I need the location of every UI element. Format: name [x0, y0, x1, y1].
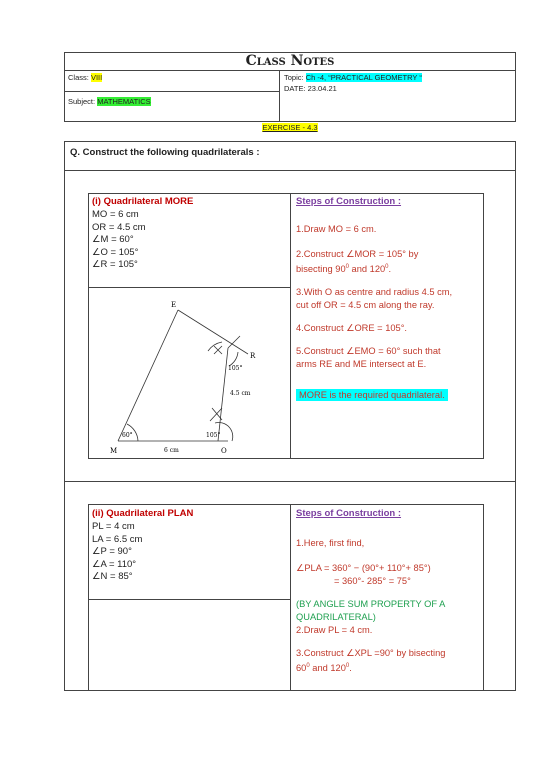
- label-o: O: [221, 447, 227, 455]
- p1-step3: 3.With O as centre and radius 4.5 cm,: [296, 287, 453, 298]
- exercise-heading: EXERCISE - 4.3: [262, 123, 318, 132]
- p1-step5: 5.Construct ∠EMO = 60° such that: [296, 346, 441, 357]
- p2-step2: 2.Draw PL = 4 cm.: [296, 625, 373, 635]
- label-r: R: [250, 352, 256, 360]
- p1-step2: 2.Construct ∠MOR = 105° by: [296, 249, 419, 259]
- label-m: M: [110, 447, 118, 455]
- side-mo-label: 6 cm: [164, 447, 179, 454]
- part2-title: (ii) Quadrilateral PLAN: [92, 508, 194, 519]
- part1-title: (i) Quadrilateral MORE: [92, 196, 194, 207]
- topic-value: Ch -4, “PRACTICAL GEOMETRY “: [305, 73, 422, 82]
- p2-note: (BY ANGLE SUM PROPERTY OF A: [296, 599, 446, 609]
- side-or-label: 4.5 cm: [230, 390, 251, 397]
- part1-given: MO = 6 cm OR = 4.5 cm ∠M = 60° ∠O = 105° ∠R = 105°: [92, 209, 146, 270]
- angle-o-label: 105°: [206, 432, 221, 439]
- class-field: Class: VIII: [68, 73, 103, 82]
- part1-steps: 1.Draw MO = 6 cm. 2.Construct ∠MOR = 105° by bisecting $90^0$ and $120^0$. 3.With O as centre and radius 4.5 cm, cut off OR = 4.5 cm along the ray. 4.Construct ∠ORE = 105°. 5.Construct ∠EMO = 60° such that arms RE and ME intersect at E. MORE is the required quadrilateral.: [296, 223, 481, 402]
- p1-conclusion: MORE is the required quadrilateral.: [296, 389, 448, 401]
- part2-given: PL = 4 cm LA = 6.5 cm ∠P = 90° ∠A = 110° ∠N = 85°: [92, 521, 143, 582]
- date-field: DATE: 23.04.21: [284, 84, 337, 93]
- label-e: E: [171, 301, 177, 309]
- page-title: Class Notes: [245, 53, 335, 69]
- part1-steps-title: Steps of Construction :: [296, 196, 402, 207]
- p2-step3: 3.Construct ∠XPL =90° by bisecting: [296, 648, 446, 658]
- subject-value: MATHEMATICS: [97, 97, 151, 106]
- class-value: VIII: [90, 73, 103, 82]
- p2-step1: 1.Here, first find,: [296, 538, 365, 548]
- p2-calc2: = 360°- 285° = 75°: [334, 576, 411, 586]
- construction-figure: [100, 296, 280, 456]
- angle-m-label: 60°: [122, 432, 133, 439]
- part2-steps: 1.Here, first find, ∠PLA = 360° − (90°+ 110°+ 85°) = 360°- 285° = 75° (BY ANGLE SUM PROPERTY OF A QUADRILATERAL) 2.Draw PL = 4 cm. 3.Construct ∠XPL =90° by bisecting $60^0$ and $120^0$.: [296, 537, 481, 675]
- p1-step4: 4.Construct ∠ORE = 105°.: [296, 323, 408, 334]
- part2-steps-title: Steps of Construction :: [296, 508, 402, 519]
- p1-step1: 1.Draw MO = 6 cm.: [296, 224, 377, 234]
- p2-calc1: ∠PLA = 360° − (90°+ 110°+ 85°): [296, 563, 431, 573]
- angle-r-label: 105°: [228, 365, 243, 372]
- topic-field: Topic: Ch -4, “PRACTICAL GEOMETRY “: [284, 73, 422, 82]
- question-text: Q. Construct the following quadrilaterals :: [70, 147, 260, 158]
- subject-field: Subject: MATHEMATICS: [68, 97, 151, 106]
